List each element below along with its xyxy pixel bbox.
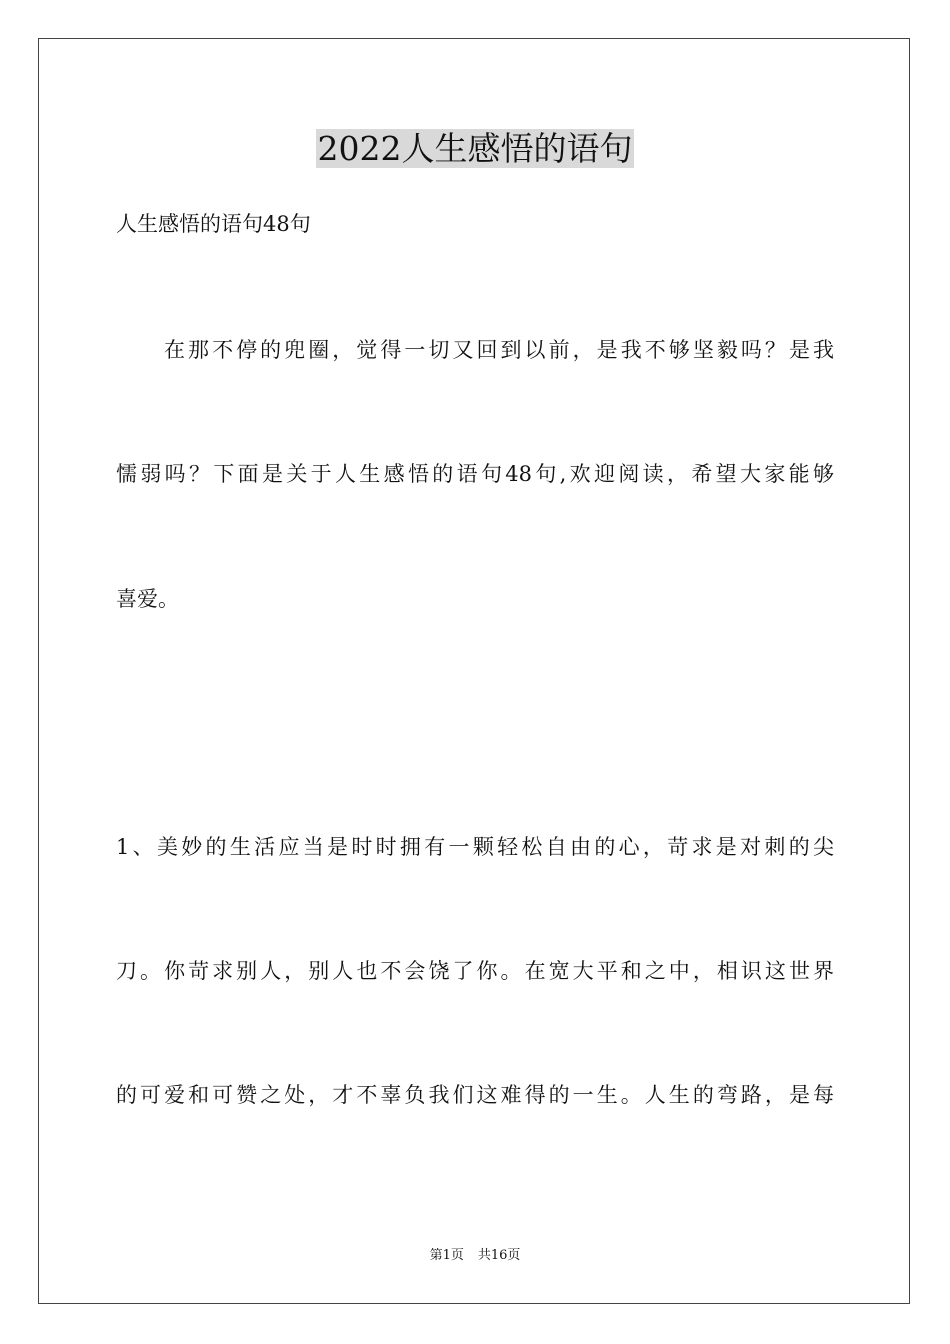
item1-line-1: 1、美妙的生活应当是时时拥有一颗轻松自由的心，苛求是对刺的尖 — [116, 835, 834, 859]
intro-line-1: 在那不停的兜圈，觉得一切又回到以前，是我不够坚毅吗？是我 — [164, 338, 834, 362]
page-total: 共16页 — [477, 1248, 521, 1263]
page-footer — [0, 1246, 950, 1266]
page-number: 第1页 — [429, 1248, 464, 1263]
intro-line-3: 喜爱。 — [116, 587, 179, 611]
item1-line-2: 刀。你苛求别人，别人也不会饶了你。在宽大平和之中，相识这世界 — [116, 959, 834, 983]
document-title — [0, 128, 950, 170]
document-subtitle: 人生感悟的语句48句 — [116, 212, 311, 236]
item1-line-3: 的可爱和可赞之处，才不辜负我们这难得的一生。人生的弯路，是每 — [116, 1083, 834, 1107]
document-title-text: 2022人生感悟的语句 — [317, 129, 633, 168]
intro-line-2: 懦弱吗？下面是关于人生感悟的语句48句,欢迎阅读，希望大家能够 — [116, 462, 834, 486]
